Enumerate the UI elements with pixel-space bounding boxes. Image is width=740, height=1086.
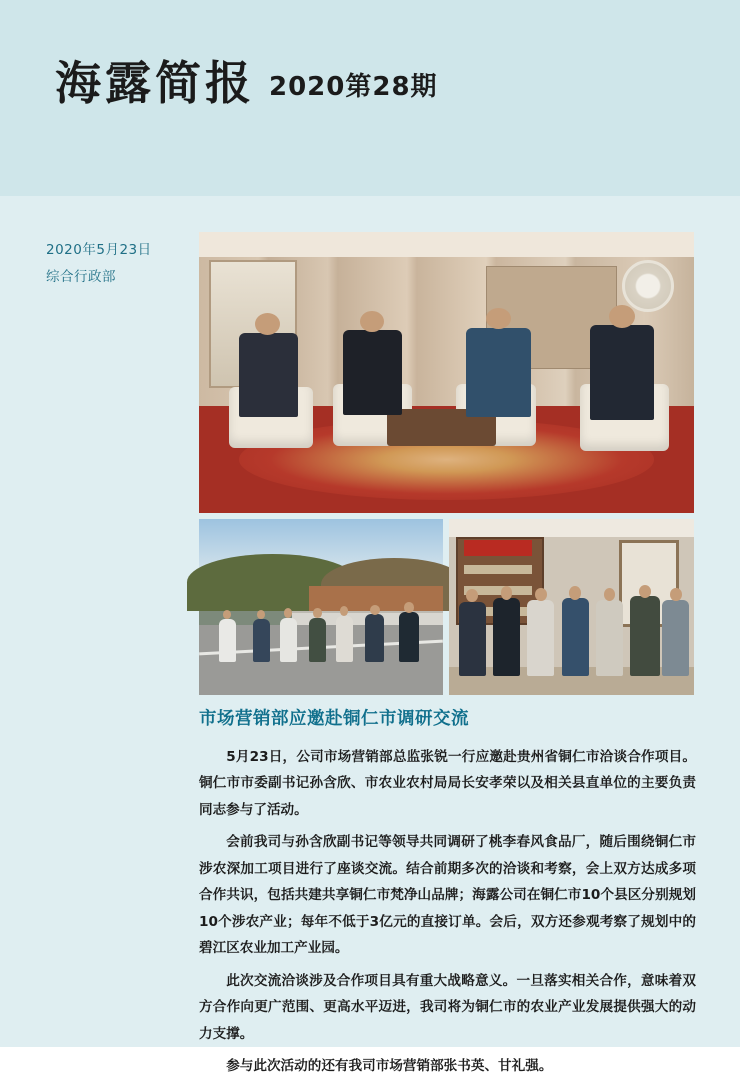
head bbox=[501, 586, 513, 600]
person-figure bbox=[343, 330, 402, 414]
red-banner bbox=[464, 540, 533, 556]
fan-icon bbox=[622, 260, 674, 312]
head bbox=[604, 588, 616, 602]
photo-meeting-room bbox=[199, 232, 694, 513]
article-headline: 市场营销部应邀赴铜仁市调研交流 bbox=[199, 709, 469, 729]
head bbox=[609, 305, 635, 328]
head bbox=[255, 313, 280, 335]
publish-date: 2020年5月23日 bbox=[46, 242, 152, 258]
person-figure bbox=[253, 619, 270, 661]
masthead-banner bbox=[0, 0, 740, 196]
person-figure bbox=[365, 614, 385, 662]
article-paragraph: 此次交流洽谈涉及合作项目具有重大战略意义。一旦落实相关合作，意味着双方合作向更广范围、更高水平迈进，我司将为铜仁市的农业产业发展提供强大的动力支撑。 bbox=[199, 972, 696, 1042]
person-figure bbox=[662, 600, 689, 676]
article-paragraph: 5月23日，公司市场营销部总监张锐一行应邀赴贵州省铜仁市洽谈合作项目。铜仁市市委副书记孙含欣、市农业农村局局长安孝荣以及相关县直单位的主要负责同志参与了活动。 bbox=[199, 748, 696, 818]
photo-road-inspection bbox=[199, 519, 443, 695]
head bbox=[404, 602, 414, 612]
head bbox=[257, 610, 266, 619]
head bbox=[639, 585, 652, 598]
person-figure bbox=[399, 612, 419, 661]
person-figure bbox=[336, 616, 353, 662]
photo-row bbox=[199, 519, 694, 695]
head bbox=[370, 605, 380, 615]
head bbox=[360, 311, 384, 332]
article bbox=[199, 708, 696, 1086]
person-figure bbox=[493, 598, 520, 675]
masthead-inner bbox=[55, 56, 438, 110]
person-figure bbox=[630, 596, 659, 675]
person-figure bbox=[239, 333, 298, 417]
page-title: 海露简报 bbox=[55, 56, 255, 110]
head bbox=[670, 588, 682, 602]
photo-gallery bbox=[199, 232, 694, 695]
person-figure bbox=[219, 619, 236, 661]
department-name: 综合行政部 bbox=[46, 269, 116, 285]
person-figure bbox=[527, 600, 554, 676]
head bbox=[535, 588, 547, 602]
photo-office-visit bbox=[449, 519, 694, 695]
person-figure bbox=[590, 325, 654, 421]
head bbox=[223, 610, 232, 619]
document-meta bbox=[46, 237, 196, 291]
person-figure bbox=[466, 328, 530, 418]
person-figure bbox=[280, 618, 297, 662]
ceiling bbox=[449, 519, 694, 537]
head bbox=[569, 586, 581, 600]
ceiling bbox=[199, 232, 694, 257]
head bbox=[313, 608, 322, 618]
person-figure bbox=[309, 618, 326, 662]
person-figure bbox=[562, 598, 589, 675]
person-figure bbox=[459, 602, 486, 676]
article-paragraph: 参与此次活动的还有我司市场营销部张书英、甘礼强。 bbox=[226, 1058, 553, 1075]
article-paragraph: 会前我司与孙含欣副书记等领导共同调研了桃李春风食品厂，随后围绕铜仁市涉农深加工项目进行了座谈交流。结合前期多次的洽谈和考察，会上双方达成多项合作共识，包括共建共享铜仁市梵净山品牌；海露公司在铜仁市10个县区分别规划10个涉农产业；每年不低于3亿元的直接订单。会后，双方还参观考察了规划中的碧江区农业加工产业园。 bbox=[199, 834, 696, 957]
cabinet-shelf bbox=[464, 565, 533, 574]
person-figure bbox=[596, 600, 623, 676]
issue-label: 2020第28期 bbox=[269, 72, 438, 102]
